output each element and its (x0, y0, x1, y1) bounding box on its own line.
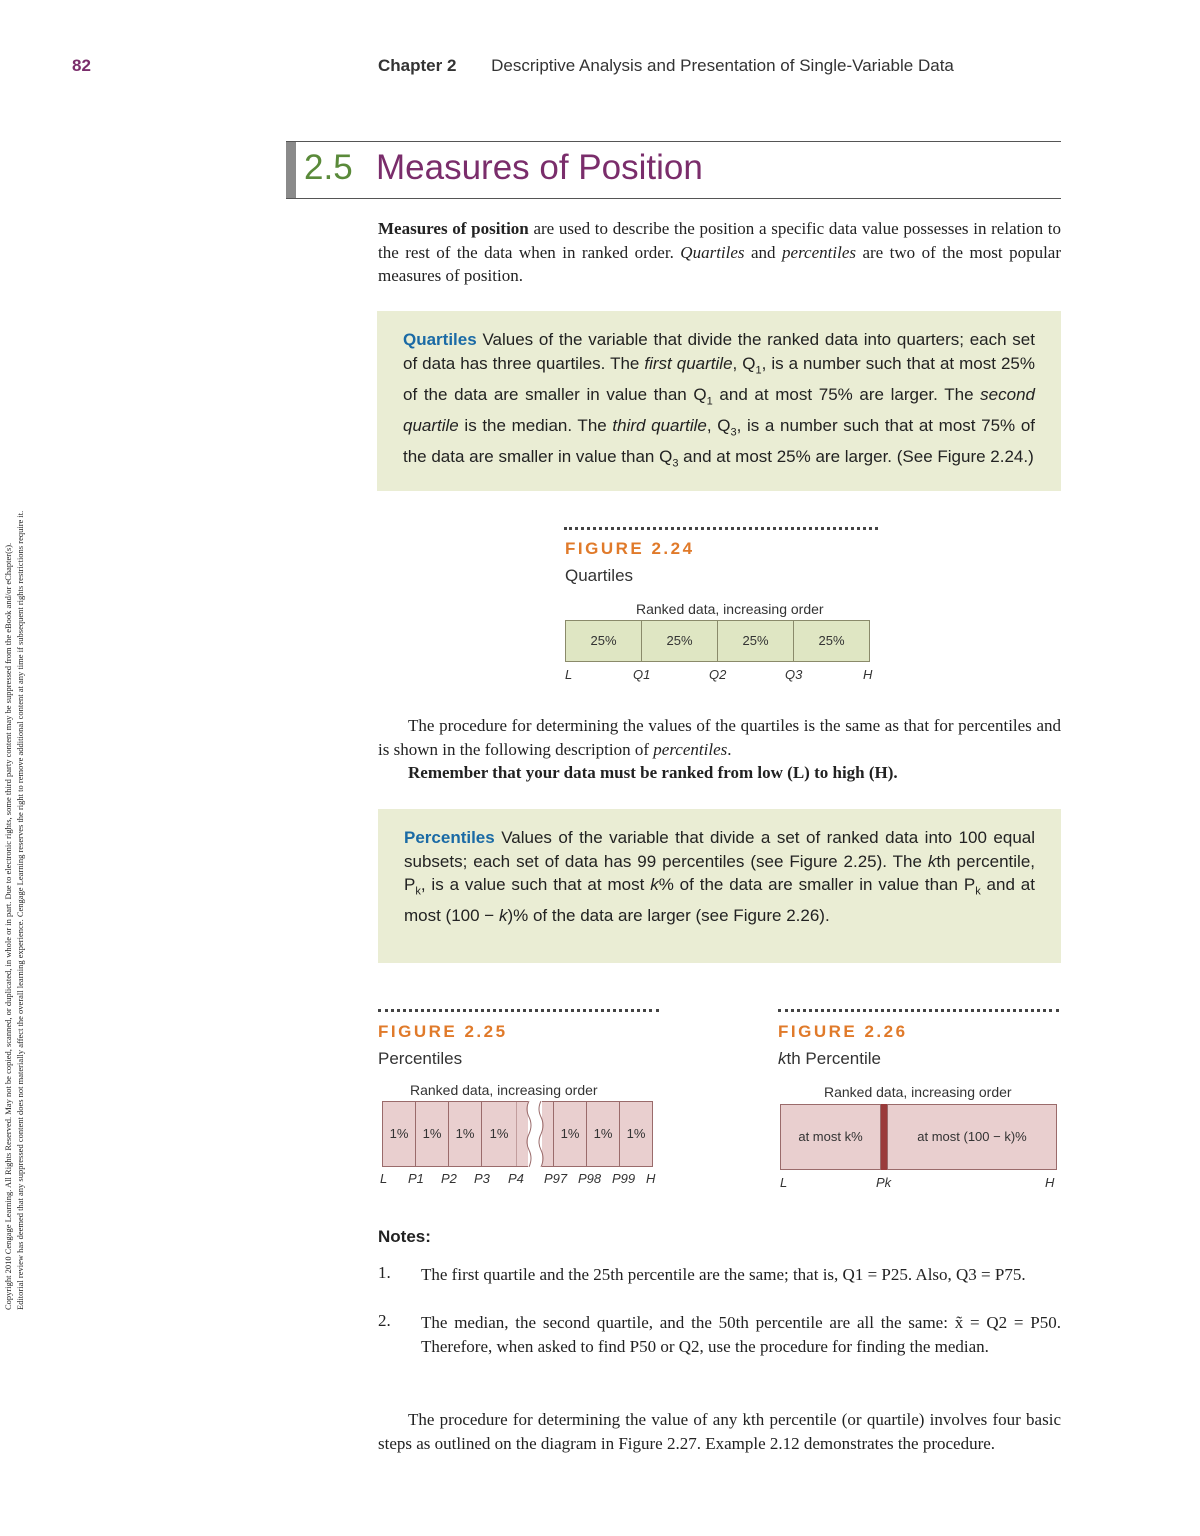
p-def-part: and at most (100 − (404, 875, 1035, 926)
q-def-part: is the median. The (458, 415, 613, 435)
figure-225-caption: Percentiles (378, 1049, 463, 1068)
q-sub: 1 (706, 394, 713, 407)
p-def-k: k (927, 851, 937, 871)
q-def-part: , is a number such that at most 25% of the data are smaller in value than Q (403, 353, 1035, 404)
intro-paragraph (378, 217, 1061, 288)
procedure-text-end: . (727, 739, 732, 759)
side-copyright (2, 200, 26, 1310)
procedure-paragraph (378, 714, 1061, 761)
figure-226-caption-text: th Percentile (786, 1049, 881, 1068)
percentile-cell-97: 1% (553, 1101, 587, 1167)
chapter-label: Chapter 2 (378, 56, 457, 75)
quartile-cell-3: 25% (717, 620, 794, 662)
q-def-part: Values of the variable that divide the ranked data into quarters; each set of data has three quartiles. The (403, 330, 1035, 373)
figure-226-ranked-label: Ranked data, increasing order (824, 1084, 1012, 1100)
figure-225-tick-L: L (380, 1171, 388, 1186)
second-quartile-term: second quartile (403, 384, 1035, 435)
q-def-part: , is a number such that at most 75% of the data are smaller in value than Q (403, 415, 1035, 466)
q-def-part: and at most 75% are larger. The (712, 384, 981, 404)
quartiles-definition-text (403, 328, 1035, 476)
quartiles-term: Quartiles (403, 330, 477, 349)
percentiles-term: Percentiles (404, 828, 495, 847)
p-sub-k: k (415, 885, 421, 898)
chapter-title: Descriptive Analysis and Presentation of Single-Variable Data (491, 56, 954, 75)
quartile-cell-1: 25% (565, 620, 642, 662)
percentile-cell-98: 1% (586, 1101, 620, 1167)
figure-226-label: FIGURE 2.26 (778, 1022, 908, 1041)
p-def-part: th percentile, P (404, 851, 1035, 895)
figure-224-tick-Q2: Q2 (709, 667, 727, 682)
figure-225-tick-P97: P97 (544, 1171, 568, 1186)
quartile-cell-2: 25% (641, 620, 718, 662)
p-def-part: Values of the variable that divide a set of ranked data into 100 equal subsets; each set of data has 99 percentiles (see Figure 2.25). The (404, 828, 1035, 871)
section-heading (286, 141, 1061, 199)
p-def-k: k (498, 906, 508, 926)
section-number: 2.5 (304, 148, 353, 187)
p-def-part: % of the data are smaller in value than P (658, 875, 976, 895)
figure-225-tick-H: H (646, 1171, 656, 1186)
figure-225-tick-P98: P98 (578, 1171, 602, 1186)
figure-225-tick-P4: P4 (508, 1171, 524, 1186)
copyright-line-1: Copyright 2010 Cengage Learning. All Rights Reserved. May not be copied, scanned, or duplicated, in whole or in part. Due to electronic rights, some third party content may be suppressed from the eBook and/or eChapter(s). (3, 542, 13, 1310)
intro-text-2: and (744, 242, 783, 262)
running-head (378, 56, 954, 76)
intro-text-1: are used to describe the position a specific data value possesses in relation to the rest of the data when in ranked order. (378, 219, 1061, 262)
notes-heading: Notes: (378, 1227, 431, 1246)
section-heading-bar (286, 142, 296, 198)
q-def-part: , Q (706, 415, 731, 435)
page-number: 82 (72, 56, 91, 75)
figure-226-tick-Pk: Pk (876, 1175, 892, 1190)
copyright-line-2: Editorial review has deemed that any suppressed content does not materially affect the overall learning experience. Cengage Learning reserves the right to remove additional content at any time if subsequent rights restrictions require it. (15, 510, 25, 1310)
note-2-number: 2. (378, 1311, 391, 1330)
q-sub: 3 (672, 456, 679, 469)
intro-term-percentiles: percentiles (782, 242, 856, 262)
figure-226-caption (778, 1049, 881, 1069)
procedure-term-percentiles: percentiles (653, 739, 728, 759)
note-1-text: The first quartile and the 25th percentile are the same; that is, Q1 = P25. Also, Q3 = P75. (421, 1265, 1026, 1284)
figure-225-tick-P3: P3 (474, 1171, 490, 1186)
figure-226-tick-H: H (1045, 1175, 1055, 1190)
percentile-cell-99: 1% (619, 1101, 653, 1167)
note-1-number: 1. (378, 1263, 391, 1282)
quartiles-definition-box (377, 311, 1061, 491)
figure-226-rule (778, 1009, 1059, 1012)
p-sub-k: k (975, 885, 981, 898)
figure-225-tick-P2: P2 (441, 1171, 457, 1186)
percentile-cell-4: 1% (481, 1101, 517, 1167)
figure-224-rule (564, 527, 878, 530)
q-def-part: and at most 25% are larger. (See Figure 2.24.) (678, 446, 1034, 466)
p-def-part: )% of the data are larger (see Figure 2.26). (507, 906, 830, 926)
p-def-k: k (650, 875, 659, 895)
ranked-reminder: Remember that your data must be ranked from low (L) to high (H). (408, 763, 898, 782)
figure-224-ranked-label: Ranked data, increasing order (636, 601, 824, 617)
percentile-cell-2: 1% (415, 1101, 449, 1167)
figure-224-tick-L: L (565, 667, 573, 682)
figure-225-ranked-label: Ranked data, increasing order (410, 1082, 598, 1098)
figure-224-tick-Q3: Q3 (785, 667, 803, 682)
figure-224-label: FIGURE 2.24 (565, 539, 695, 558)
figure-224-tick-H: H (863, 667, 873, 682)
section-title: Measures of Position (376, 148, 703, 187)
q-sub: 1 (755, 363, 762, 376)
q-def-part: , Q (732, 353, 756, 373)
figure-225-rule (378, 1009, 659, 1012)
figure-225-tick-P99: P99 (612, 1171, 636, 1186)
figure-226-tick-L: L (780, 1175, 788, 1190)
p-def-part: , is a value such that at most (420, 875, 651, 895)
intro-term-quartiles: Quartiles (680, 242, 745, 262)
figure-225-tick-P1: P1 (408, 1171, 424, 1186)
percentile-cell-3: 1% (448, 1101, 482, 1167)
quartile-cell-4: 25% (793, 620, 870, 662)
third-quartile-term: third quartile (612, 415, 707, 435)
figure-226-caption-k: k (778, 1049, 787, 1068)
figure-224-caption: Quartiles (565, 566, 634, 585)
kth-right-cell: at most (100 − k)% (887, 1104, 1057, 1170)
percentile-cell-1: 1% (382, 1101, 416, 1167)
intro-text-3: are two of the most popular measures of position. (378, 242, 1061, 285)
percentiles-definition-text (404, 826, 1035, 928)
percentile-break-mark (516, 1101, 554, 1167)
percentiles-definition-box (378, 809, 1061, 963)
intro-term: Measures of position (378, 219, 529, 238)
kth-left-cell: at most k% (780, 1104, 881, 1170)
first-quartile-term: first quartile (644, 353, 733, 373)
note-2-text: The median, the second quartile, and the 50th percentile are all the same: x̃ = Q2 = P50. Therefore, when asked to find P50 or Q2, use the procedure for finding the median. (421, 1313, 1061, 1356)
closing-paragraph: The procedure for determining the value of any kth percentile (or quartile) involves four basic steps as outlined on the diagram in Figure 2.27. Example 2.12 demonstrates the procedure. (378, 1410, 1061, 1453)
q-sub: 3 (730, 425, 737, 438)
procedure-text-1: The procedure for determining the values of the quartiles is the same as that for percentiles and is shown in the following description of (378, 716, 1061, 759)
figure-224-tick-Q1: Q1 (633, 667, 651, 682)
figure-225-label: FIGURE 2.25 (378, 1022, 508, 1041)
